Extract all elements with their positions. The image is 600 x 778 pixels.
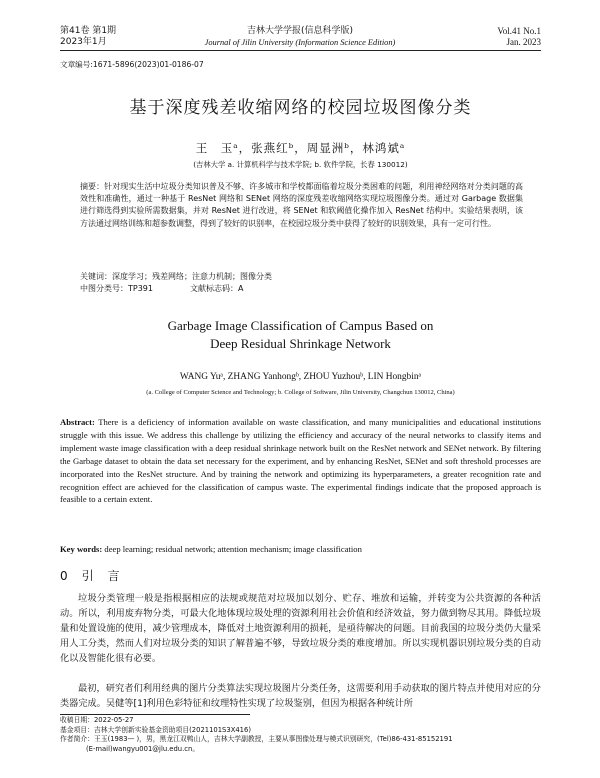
keywords-cn: 关键词：深度学习；残差网络；注意力机制；图像分类 — [80, 272, 272, 281]
journal-name-cn: 吉林大学学报(信息科学版) — [246, 26, 354, 36]
title-en-line2: Deep Residual Shrinkage Network — [210, 336, 391, 351]
body-paragraph-1: 垃圾分类管理一般是指根据相应的法规或规范对垃圾加以划分、贮存、堆放和运输，并转变为公共资源的各种活动。所以，利用废弃物分类，可最大化地体现垃圾处理的资源利用社会价值和经济效益，努力做到物尽其用。降低垃圾量和处置设施的使用，减少管理成本，降低对土地资源利用的损耗，是亟待解决的问题。目前我国的垃圾分类仍大量采用人工分类，然而人们对垃圾分类的知识了解普遍不够，导致垃圾分类的难度增加。所以实现机器识别垃圾分类的自动化以及智能化很有必要。 — [60, 593, 541, 664]
authors-en: WANG Yuᵃ, ZHANG Yanhongᵇ, ZHOU Yuzhouᵇ, LIN Hongbinᵃ — [179, 372, 422, 382]
article-number: 文章编号:1671-5896(2023)01-0186-07 — [60, 60, 204, 69]
footnote-rule — [60, 714, 250, 715]
header-vol-no: Vol.41 No.1 — [497, 26, 541, 36]
header-volume — [60, 26, 116, 48]
header-volume-issue: 第41卷 第1期 — [60, 26, 117, 36]
authors-cn: 王 玉ᵃ，张燕红ᵇ，周显洲ᵇ，林鸿斌ᵃ — [195, 141, 406, 155]
document-code: 文献标志码：A — [190, 284, 244, 293]
abstract-en-text: There is a deficiency of information available on waste classification, and many municipalities and educational institutions struggle with this issue. We address this challenge by utilizing the efficiency and accuracy of the neural networks to classify items and implement waste image classification with a deep residual shrinkage network built on the ResNet network and SENet network. By filtering the Garbage dataset to obtain the data set necessary for the experiment, and by enhancing ResNet, SENet and soft threshold processes are incorporated into the ResNet structure. And by training the network and optimizing its hyperparameters, a greater recognition rate and recognition effect are achieved for the classification of campus waste. The experimental findings indicate that the proposed approach is feasible to a certain extent. — [60, 417, 541, 505]
header-rule — [60, 50, 541, 51]
title-en-line1: Garbage Image Classification of Campus Based on — [167, 318, 434, 333]
keywords-en-label: Key words: — [60, 544, 103, 554]
body-paragraph-2: 最初，研究者们利用经典的图片分类算法实现垃圾图片分类任务，这需要利用手动获取的图片特点并使用对应的分类器完成。吴健等[1]利用色彩特征和纹理特性实现了垃圾鉴别，但因为根据各种统计所 — [60, 683, 541, 709]
journal-name-en: Journal of Jilin University (Information Science Edition) — [204, 38, 396, 47]
title-en — [60, 317, 541, 353]
keywords-en-text: deep learning; residual network; attention mechanism; image classification — [104, 544, 362, 554]
affiliation-en: (a. College of Computer Science and Technology; b. College of Software, Jilin University, Changchun 130012, China) — [146, 389, 455, 396]
header-month: Jan. 2023 — [506, 37, 541, 47]
header-vol-en — [440, 26, 541, 48]
footnote-fund: 基金项目：吉林大学创新实验基金资助项目(2021101S3X416) — [60, 725, 251, 734]
section-heading: 0 引 言 — [60, 569, 121, 583]
abstract-cn: 摘要：针对现实生活中垃圾分类知识普及不够、许多城市和学校都面临着垃圾分类困难的问题，利用神经网络对分类问题的高效性和准确性，通过一种基于 ResNet 网络和 SENet 网络的深度残差收缩网络实现垃圾图像分类。通过对 Garbage 数据集进行筛选得到实验所需数据集，并对 ResNet 进行改进，将 SENet 和软阈值化操作加入 ResNet 结构中。实验结果表明，该方法通过网络训练和超参数调整，得到了较好的识别率，在校园垃圾分类中获得了较好的识别效果，具有一定可行性。 — [80, 182, 523, 228]
keywords-en — [60, 543, 541, 556]
footnote-author-info: 作者简介：王玉(1983— )，男，黑龙江双鸭山人，吉林大学副教授，主要从事图像处理与模式识别研究，(Tel)86-431-85152191 — [60, 735, 453, 744]
footnote — [60, 716, 541, 754]
footnote-email: (E-mail)wangyu001@jlu.edu.cn。 — [86, 744, 200, 753]
title-cn: 基于深度残差收缩网络的校园垃圾图像分类 — [129, 98, 472, 118]
abstract-en — [60, 416, 541, 506]
footnote-received: 收稿日期：2022-05-27 — [60, 716, 134, 724]
affiliation-cn: (吉林大学 a. 计算机科学与技术学院; b. 软件学院，长春 130012) — [193, 160, 408, 169]
header-date: 2023年1月 — [60, 37, 107, 47]
clc-number: 中图分类号：TP391 — [80, 284, 153, 293]
abstract-en-label: Abstract: — [60, 417, 95, 427]
header-journal — [150, 26, 450, 48]
